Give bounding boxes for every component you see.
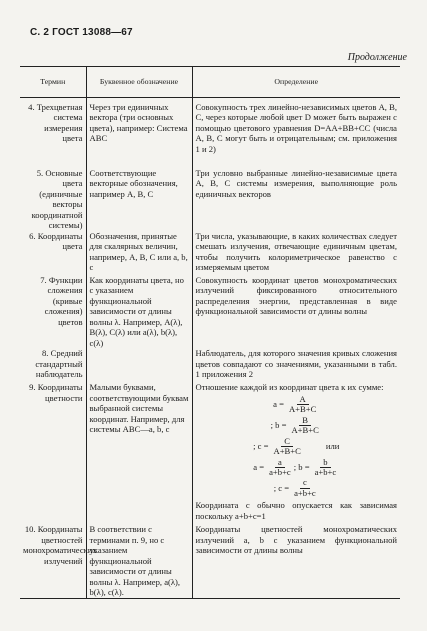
table-row [20,348,400,382]
fraction-numerator: C [281,437,293,447]
fraction-denominator: a+b+c [294,487,316,498]
definition-cell: Координаты цветностей монохроматических излучений a, b с указанием функциональной зависимости от длины волны [192,521,400,598]
fraction-numerator: A [297,395,309,405]
formula-line [196,395,398,415]
letter-cell: В соответствии с терминами п. 9, но с указанием функциональной зависимости от длины волны λ. Например, a(λ), b(λ), c(λ). [86,521,192,598]
definition-cell: Наблюдатель, для которого значения кривых сложения цветов совпадают со значениями, указанными в табл. 1 приложения 2 [192,348,400,382]
definition-note: Координата c обычно опускается как зависимая поскольку a+b+c=1 [195,500,397,521]
formula-lhs: a = [273,399,284,410]
formula-fraction [294,478,316,498]
letter-cell: Малыми буквами, соответствующими буквам выбранной системы координат. Например, для системы ABC—a, b, c [86,382,192,521]
table-row [20,98,400,169]
table-row [20,168,400,231]
fraction-denominator: A+B+C [291,425,319,436]
or-word: или [325,441,340,452]
formula-fraction [269,458,291,478]
fraction-denominator: A+B+C [288,404,317,415]
term-cell: 7. Функции сложения (кривые сложения) цветов [40,274,83,327]
term-cell: 8. Средний стандартный наблюдатель [35,348,83,380]
letter-cell: Соответствующие векторные обозначения, например A, B, C [86,168,192,231]
fraction-denominator: a+b+c [269,466,291,477]
column-header-letter: Буквенное обозначение [86,67,192,98]
fraction-numerator: b [320,458,330,468]
formula-line [196,478,398,498]
definition-cell: Три условно выбранные линейно-независимые цвета A, B, C системы измерения, выполняющие роль единичных векторов [192,168,400,231]
terms-table [20,66,400,599]
letter-cell [86,348,192,382]
term-cell: 10. Координаты цветностей монохроматических излучений [20,521,86,598]
table-header-row [20,67,400,98]
term-cell: 6. Координаты цвета [29,230,83,252]
formula-lhs: ; b = [270,420,287,431]
term-cell: 5. Основные цвета (единичные векторы координатной системы) [31,168,83,231]
formula-line [196,437,398,457]
fraction-numerator: a [275,458,285,468]
term-cell: 4. Трехцветная система измерения цвета [28,102,83,144]
table-row [20,521,400,598]
formula-lhs: a = [253,462,265,473]
formula-fraction [291,416,318,436]
table-row [20,382,400,521]
table-row [20,231,400,275]
formula-fraction [289,395,316,415]
definition-cell: Совокупность трех линейно-независимых цветов A, B, C, через которые любой цвет D может быть выражен с помощью цветового уравнения D=AA+BB+CC (числа A, B, C могут быть и отрицательным; см. приложения 1 и 2) [192,98,400,169]
formula-line [196,416,398,436]
formula-fraction [273,437,300,457]
fraction-denominator: a+b+c [314,466,337,477]
letter-cell: Через три единичных вектора (три основных цвета), например: Система ABC [86,98,192,169]
definition-text: Отношение каждой из координат цвета к их сумме: [195,382,384,393]
continuation-label: Продолжение [347,52,407,63]
formula-lhs: ; c = [253,441,269,452]
definition-cell [192,382,400,521]
table-row [20,275,400,348]
letter-cell: Обозначения, принятые для скалярных величин, например, A, B, C или a, b, c [86,231,192,275]
formula-lhs: ; b = [293,462,310,473]
chromaticity-formulas [196,395,398,499]
term-cell: 9. Координаты цветности [29,382,83,403]
fraction-numerator: B [299,416,311,426]
definition-cell: Совокупность координат цветов монохроматических излучений фиксированного относительного распределения энергии, представленная в виде функциональной зависимости от длины волны [192,275,400,348]
page-header: С. 2 ГОСТ 13088—67 [30,27,133,38]
formula-line [196,458,398,478]
definition-cell: Три числа, указывающие, в каких количествах следует смешать излучения, отвечающие единичным цветам, чтобы получить колориметрическое равенство с измеряемым цветом [192,231,400,275]
column-header-term: Термин [20,67,86,98]
fraction-numerator: c [300,478,310,488]
formula-lhs: ; c = [273,483,290,494]
formula-fraction [315,458,337,478]
fraction-denominator: A+B+C [273,446,301,457]
letter-cell: Как координаты цвета, но с указанием функциональной зависимости от длины волны λ. Например, A(λ), B(λ), C(λ) или a(λ), b(λ), c(λ) [86,275,192,348]
column-header-definition: Определение [192,67,400,98]
